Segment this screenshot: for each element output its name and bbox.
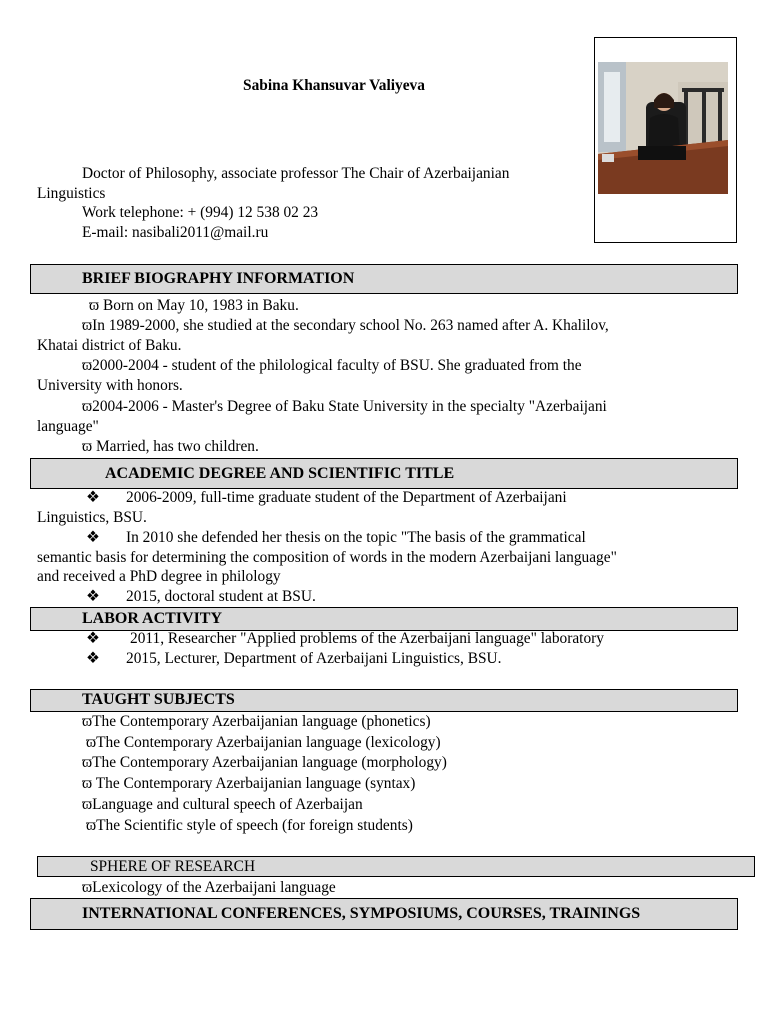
section-heading-labor: LABOR ACTIVITY [30,607,738,631]
profile-photo-image [598,62,728,194]
diamond-bullet-icon: ❖ [86,588,100,605]
academic-item-cont: semantic basis for determining the composition of words in the modern Azerbaijani language" [37,549,617,566]
email-address: E-mail: nasibali2011@mail.ru [82,224,269,241]
subject-item: ϖThe Contemporary Azerbaijanian language (lexicology) [86,734,441,751]
academic-title-line2: Linguistics [37,185,106,202]
academic-title-line1: Doctor of Philosophy, associate professor The Chair of Azerbaijanian [82,165,510,182]
subject-item: ϖ The Contemporary Azerbaijanian language (syntax) [82,775,416,792]
biography-item: ϖ Married, has two children. [82,438,259,455]
bullet-icon: ϖ [82,398,93,415]
academic-item: ❖ In 2010 she defended her thesis on the topic "The basis of the grammatical [86,529,586,546]
bullet-icon: ϖ [82,317,93,334]
subject-item: ϖThe Contemporary Azerbaijanian language (phonetics) [82,713,431,730]
labor-item: ❖ 2011, Researcher "Applied problems of the Azerbaijani language" laboratory [86,630,604,647]
bullet-icon: ϖ [82,796,93,813]
diamond-bullet-icon: ❖ [86,630,100,647]
bullet-icon: ϖ [86,817,97,834]
section-heading-biography: BRIEF BIOGRAPHY INFORMATION [30,264,738,294]
section-heading-academic: ACADEMIC DEGREE AND SCIENTIFIC TITLE [30,458,738,489]
biography-item: ϖ Born on May 10, 1983 in Baku. [89,297,299,314]
bullet-icon: ϖ [82,754,93,771]
bullet-icon: ϖ [82,775,93,792]
bullet-icon: ϖ [82,357,93,374]
bullet-icon: ϖ [86,734,97,751]
biography-item: ϖ2000-2004 - student of the philological faculty of BSU. She graduated from the [82,357,582,374]
subject-item: ϖThe Scientific style of speech (for foreign students) [86,817,413,834]
bullet-icon: ϖ [82,438,93,455]
bullet-icon: ϖ [82,879,93,896]
biography-item-cont: University with honors. [37,377,183,394]
diamond-bullet-icon: ❖ [86,650,100,667]
academic-item: ❖ 2006-2009, full-time graduate student of the Department of Azerbaijani [86,489,567,506]
subject-item: ϖThe Contemporary Azerbaijanian language (morphology) [82,754,447,771]
diamond-bullet-icon: ❖ [86,529,100,546]
section-heading-conferences: INTERNATIONAL CONFERENCES, SYMPOSIUMS, COURSES, TRAININGS [30,898,738,930]
research-item: ϖLexicology of the Azerbaijani language [82,879,336,896]
profile-photo [598,62,728,194]
bullet-icon: ϖ [89,297,100,314]
academic-item-cont: and received a PhD degree in philology [37,568,281,585]
academic-item-cont: Linguistics, BSU. [37,509,147,526]
section-heading-research: SPHERE OF RESEARCH [37,856,755,877]
work-telephone: Work telephone: + (994) 12 538 02 23 [82,204,319,221]
biography-item-cont: language" [37,418,99,435]
profile-photo-frame [594,37,737,243]
bullet-icon: ϖ [82,713,93,730]
labor-item: ❖ 2015, Lecturer, Department of Azerbaijani Linguistics, BSU. [86,650,502,667]
biography-item-cont: Khatai district of Baku. [37,337,182,354]
diamond-bullet-icon: ❖ [86,489,100,506]
biography-item: ϖ2004-2006 - Master's Degree of Baku State University in the specialty "Azerbaijani [82,398,607,415]
academic-item: ❖ 2015, doctoral student at BSU. [86,588,316,605]
section-heading-subjects: TAUGHT SUBJECTS [30,689,738,712]
biography-item: ϖIn 1989-2000, she studied at the secondary school No. 263 named after A. Khalilov, [82,317,609,334]
person-name: Sabina Khansuvar Valiyeva [243,77,425,94]
subject-item: ϖLanguage and cultural speech of Azerbaijan [82,796,363,813]
